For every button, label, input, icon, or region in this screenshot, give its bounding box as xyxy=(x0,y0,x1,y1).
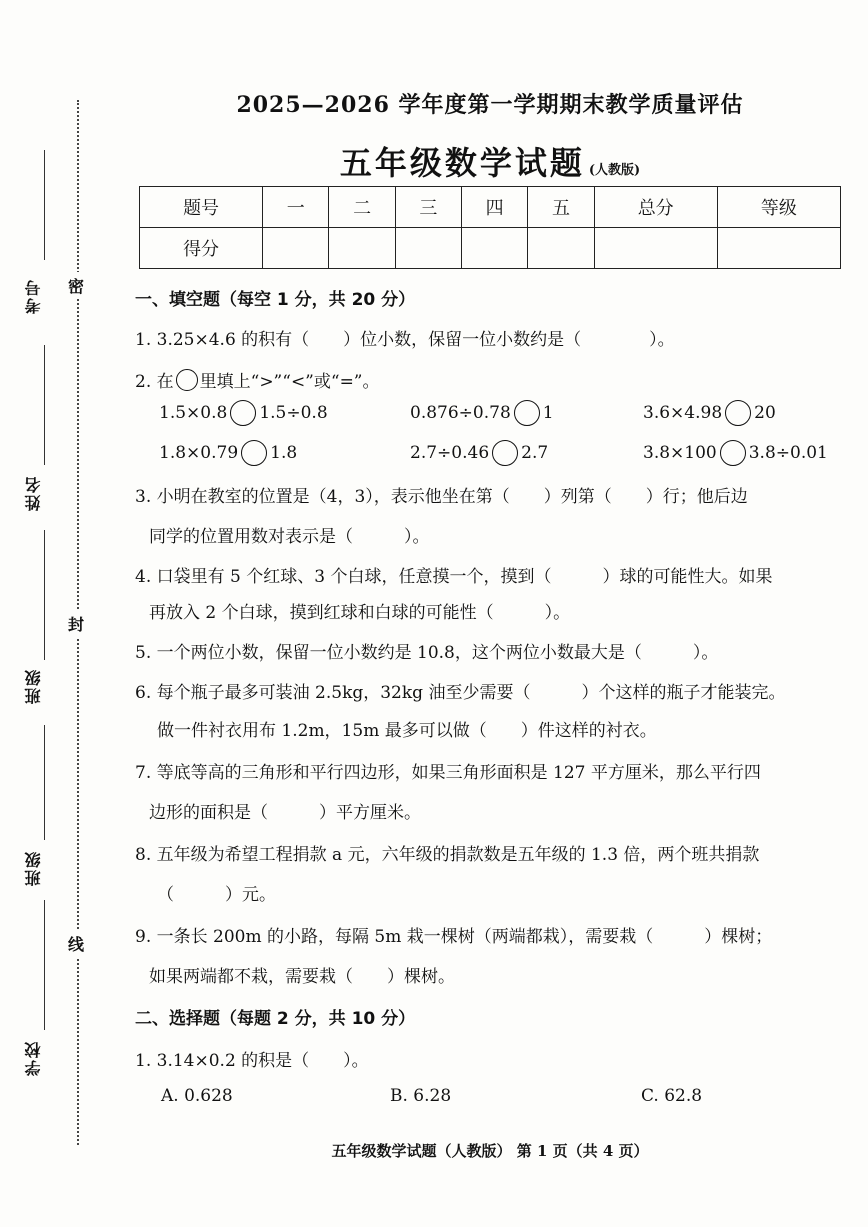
question-number-header: 题号 xyxy=(140,187,263,228)
exam-subtitle xyxy=(135,138,845,184)
question-1-8-line2: （ ）元。 xyxy=(157,885,276,905)
seal-char-mi: 密 xyxy=(68,272,84,299)
q2-prefix: 2. 在 xyxy=(135,372,174,392)
score-cell-2[interactable] xyxy=(329,228,395,269)
page-footer: 五年级数学试题（人教版） 第 1 页（共 4 页） xyxy=(331,1142,649,1160)
grade-field[interactable] xyxy=(22,850,42,886)
exam-number-label: 考号 xyxy=(24,278,43,314)
compare-item xyxy=(159,400,328,426)
question-1-6-line2: 做一件衬衣用布 1.2m，15m 最多可以做（ ）件这样的衬衣。 xyxy=(157,721,657,741)
question-1-3-line2: 同学的位置用数对表示是（ ）。 xyxy=(149,527,430,547)
question-1-9-line2: 如果两端都不栽，需要栽（ ）棵树。 xyxy=(149,967,455,987)
school-label: 学校 xyxy=(24,1040,43,1076)
class-field[interactable] xyxy=(22,668,42,704)
score-cell-grade[interactable] xyxy=(717,228,840,269)
question-1-9-line1: 9. 一条长 200m 的小路，每隔 5m 栽一棵树（两端都栽），需要栽（ ）棵树； xyxy=(135,927,773,947)
option-c[interactable]: C. 62.8 xyxy=(641,1086,703,1106)
class-label: 班级 xyxy=(24,668,43,704)
col-grade: 等级 xyxy=(717,187,840,228)
answer-circle[interactable] xyxy=(492,440,518,466)
score-cell-5[interactable] xyxy=(528,228,594,269)
subject-title: 五年级数学试题 xyxy=(339,144,585,182)
compare-right: 20 xyxy=(754,403,776,423)
question-1-4-line2: 再放入 2 个白球，摸到红球和白球的可能性（ ）。 xyxy=(149,603,571,623)
question-1-7-line1: 7. 等底等高的三角形和平行四边形，如果三角形面积是 127 平方厘米，那么平行四 xyxy=(135,763,761,783)
option-b[interactable]: B. 6.28 xyxy=(390,1086,452,1106)
compare-left: 3.6×4.98 xyxy=(643,403,723,423)
score-table xyxy=(139,186,841,269)
question-2-1: 1. 3.14×0.2 的积是（ ）。 xyxy=(135,1051,369,1071)
compare-left: 1.5×0.8 xyxy=(159,403,228,423)
seal-sidebar xyxy=(0,0,120,1227)
name-field[interactable] xyxy=(22,475,42,511)
name-line xyxy=(44,345,45,465)
answer-circle[interactable] xyxy=(241,440,267,466)
score-label: 得分 xyxy=(140,228,263,269)
answer-circle[interactable] xyxy=(230,400,256,426)
q2-suffix: 里填上“>”“<”或“=”。 xyxy=(199,372,380,392)
section1-heading: 一、填空题（每空 1 分，共 20 分） xyxy=(135,290,416,310)
question-1-3-line1: 3. 小明在教室的位置是（4，3），表示他坐在第（ ）列第（ ）行；他后边 xyxy=(135,487,748,507)
section2-heading: 二、选择题（每题 2 分，共 10 分） xyxy=(135,1009,416,1029)
grade-line xyxy=(44,725,45,840)
score-cell-4[interactable] xyxy=(462,228,528,269)
score-table-score-row xyxy=(140,228,841,269)
edition-label: (人教版) xyxy=(588,163,641,178)
compare-item xyxy=(410,400,554,426)
exam-number-field[interactable] xyxy=(22,278,42,314)
option-a[interactable]: A. 0.628 xyxy=(161,1086,233,1106)
compare-left: 2.7÷0.46 xyxy=(410,443,490,463)
col-total: 总分 xyxy=(594,187,717,228)
circle-icon xyxy=(176,369,198,391)
question-1-7-line2: 边形的面积是（ ）平方厘米。 xyxy=(149,803,421,823)
score-cell-1[interactable] xyxy=(263,228,329,269)
compare-left: 0.876÷0.78 xyxy=(410,403,511,423)
compare-right: 2.7 xyxy=(521,443,549,463)
compare-left: 3.8×100 xyxy=(643,443,717,463)
score-cell-total[interactable] xyxy=(594,228,717,269)
compare-item xyxy=(643,440,828,466)
question-1-1: 1. 3.25×4.6 的积有（ ）位小数，保留一位小数约是（ ）。 xyxy=(135,330,675,350)
school-line xyxy=(44,900,45,1030)
seal-char-xian: 线 xyxy=(68,930,84,957)
exam-number-line xyxy=(44,150,45,260)
col-3: 三 xyxy=(395,187,461,228)
compare-left: 1.8×0.79 xyxy=(159,443,239,463)
answer-circle[interactable] xyxy=(725,400,751,426)
compare-item xyxy=(159,440,297,466)
grade-label: 班级 xyxy=(24,850,43,886)
col-2: 二 xyxy=(329,187,395,228)
question-1-2 xyxy=(135,367,380,392)
compare-right: 1.5÷0.8 xyxy=(259,403,328,423)
question-1-5: 5. 一个两位小数，保留一位小数约是 10.8，这个两位小数最大是（ ）。 xyxy=(135,643,719,663)
score-table-header-row xyxy=(140,187,841,228)
choice-options xyxy=(135,1086,845,1114)
compare-right: 1.8 xyxy=(270,443,298,463)
col-5: 五 xyxy=(528,187,594,228)
compare-item xyxy=(643,400,776,426)
compare-right: 3.8÷0.01 xyxy=(748,443,828,463)
col-1: 一 xyxy=(263,187,329,228)
compare-item xyxy=(410,440,548,466)
answer-circle[interactable] xyxy=(514,400,540,426)
school-field[interactable] xyxy=(22,1040,42,1076)
answer-circle[interactable] xyxy=(720,440,746,466)
question-1-6-line1: 6. 每个瓶子最多可装油 2.5kg，32kg 油至少需要（ ）个这样的瓶子才能装完。 xyxy=(135,683,786,703)
name-label: 姓名 xyxy=(24,475,43,511)
question-1-8-line1: 8. 五年级为希望工程捐款 a 元，六年级的捐款数是五年级的 1.3 倍，两个班共捐款 xyxy=(135,845,760,865)
compare-row-1 xyxy=(135,400,845,430)
compare-right: 1 xyxy=(542,403,554,423)
col-4: 四 xyxy=(462,187,528,228)
score-cell-3[interactable] xyxy=(395,228,461,269)
exam-title: 2025—2026 学年度第一学期期末教学质量评估 xyxy=(236,92,744,118)
class-line xyxy=(44,530,45,660)
question-1-4-line1: 4. 口袋里有 5 个红球、3 个白球，任意摸一个，摸到（ ）球的可能性大。如果 xyxy=(135,567,773,587)
compare-row-2 xyxy=(135,440,845,470)
seal-char-feng: 封 xyxy=(68,610,84,637)
